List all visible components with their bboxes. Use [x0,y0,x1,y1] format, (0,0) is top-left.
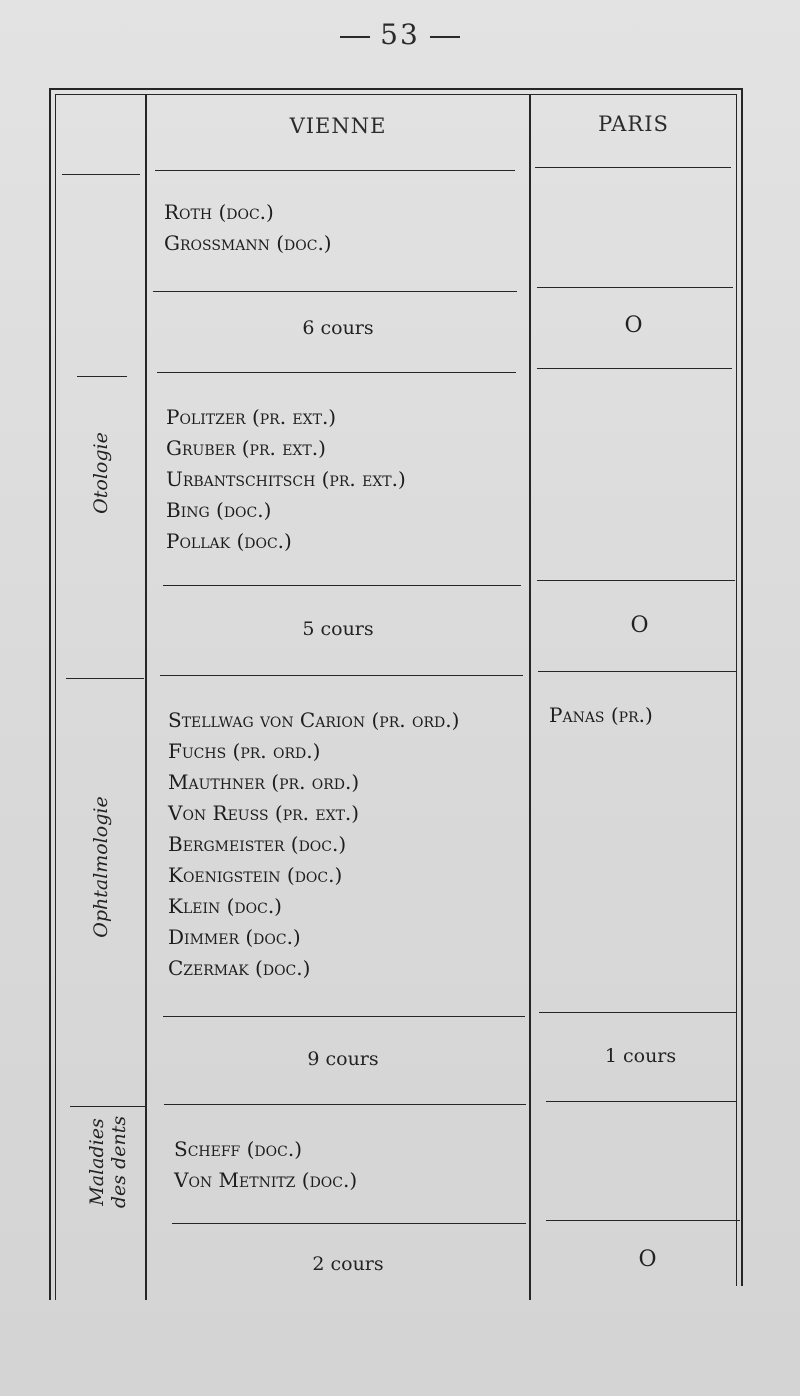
ophtalmologie-names-rule-paris [539,1012,737,1013]
maladies-names-rule-vienne [172,1223,526,1224]
header-rule-paris [535,167,731,168]
list-item: Pollak (doc.) [166,529,292,553]
header-paris: PARIS [598,112,669,136]
header-rule-vienne [155,170,515,171]
page-number-dash-left [340,36,370,38]
ophtalmologie-paris-names [549,700,653,731]
category-column-separator [145,94,147,1300]
list-item: Scheff (doc.) [174,1137,303,1161]
table-right-border-inner [736,94,737,1286]
list-item: Von Reuss (pr. ext.) [168,801,360,825]
ophtalmologie-names-rule-vienne [163,1016,525,1017]
otologie-group2-vienne-count: 5 cours [302,618,374,640]
list-item: Grossmann (doc.) [164,231,332,255]
list-item: Panas (pr.) [549,703,653,727]
otologie-group1-count-rule-vienne [157,372,516,373]
list-item: Fuchs (pr. ord.) [168,739,321,763]
ophtalmologie-paris-count: 1 cours [604,1045,677,1067]
list-item: Dimmer (doc.) [168,925,301,949]
list-item: Bing (doc.) [166,498,272,522]
otologie-group1-paris-count: O [624,313,643,338]
list-item: Mauthner (pr. ord.) [168,770,360,794]
ophtalmologie-section-end-rule-vienne [164,1104,526,1105]
table-left-border-inner [55,94,56,1300]
table-top-border [49,88,742,90]
list-item: Roth (doc.) [164,200,274,224]
page-number-text: 53 [380,18,420,51]
list-item: Stellwag von Carion (pr. ord.) [168,708,460,732]
header-vienne: VIENNE [289,114,387,138]
page-number-dash-right [430,36,460,38]
category-ophtalmologie: Ophtalmologie [90,796,112,938]
otologie-group1-vienne-names [164,197,332,259]
otologie-group1-names-rule-vienne [153,291,517,292]
list-item: Klein (doc.) [168,894,282,918]
list-item: Koenigstein (doc.) [168,863,343,887]
table-right-border [741,88,743,1286]
list-item: Urbantschitsch (pr. ext.) [166,467,406,491]
otologie-group2-names-rule-vienne [163,585,521,586]
otologie-group2-paris-count: O [630,613,649,638]
otologie-section-end-rule-vienne [160,675,523,676]
category-maladies-line2: des dents [108,1115,130,1209]
otologie-section-end-rule-category [66,678,144,679]
otologie-group1-vienne-count: 6 cours [302,317,374,339]
ophtalmologie-vienne-count: 9 cours [307,1048,379,1070]
ophtalmologie-section-end-rule-paris [546,1101,737,1102]
category-otologie: Otologie [90,432,112,514]
category-maladies-line1: Maladies [86,1118,108,1206]
maladies-vienne-names [174,1134,357,1196]
list-item: Von Metnitz (doc.) [174,1168,358,1192]
table-left-border [49,88,51,1300]
list-item: Gruber (pr. ext.) [166,436,326,460]
otologie-group1-count-rule-category [77,376,127,377]
maladies-paris-count: O [638,1247,657,1272]
list-item: Politzer (pr. ext.) [166,405,337,429]
maladies-names-rule-paris [546,1220,740,1221]
maladies-vienne-count: 2 cours [312,1253,384,1275]
table-top-border-inner [55,94,736,95]
category-maladies-des-dents [86,1102,130,1222]
page-number [0,18,800,51]
list-item: Bergmeister (doc.) [168,832,347,856]
otologie-group1-names-rule-paris [537,287,733,288]
header-rule-category [62,174,140,175]
ophtalmologie-vienne-names [168,705,459,984]
vienne-paris-column-separator [529,94,531,1300]
list-item: Czermak (doc.) [168,956,311,980]
otologie-group1-count-rule-paris [537,368,732,369]
otologie-section-end-rule-paris [538,671,736,672]
otologie-group2-names-rule-paris [537,580,735,581]
otologie-group2-vienne-names [166,402,406,557]
